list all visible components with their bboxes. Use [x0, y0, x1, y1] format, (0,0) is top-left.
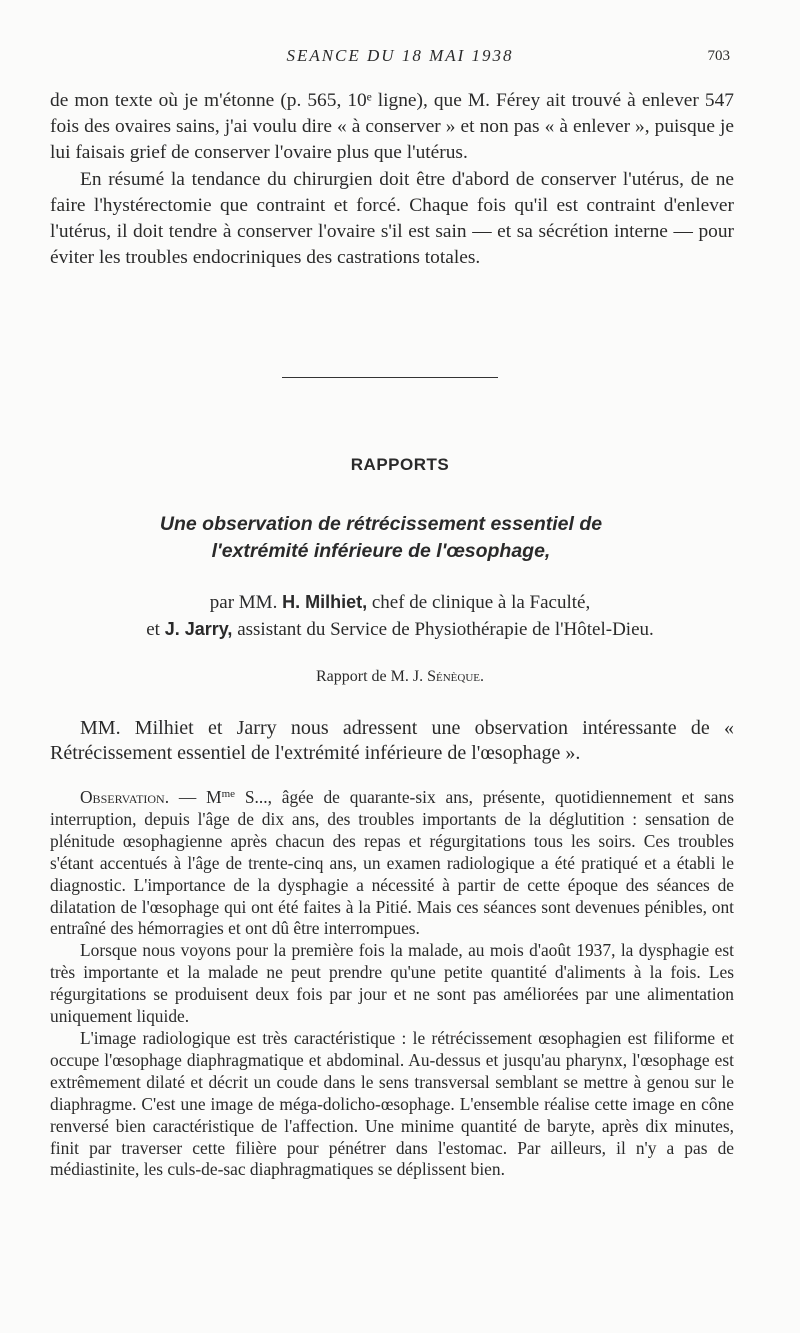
author-name-1: H. Milhiet, — [282, 592, 368, 612]
authors-join: et — [146, 619, 160, 640]
author-role-1: chef de clinique à la Faculté, — [371, 592, 591, 613]
section-divider — [282, 377, 498, 378]
article-title-line-2: l'extrémité inférieure de l'œsophage, — [211, 540, 551, 562]
article-body — [50, 716, 734, 1181]
page-number: 703 — [707, 48, 730, 64]
observation-dash: — M — [169, 787, 222, 807]
author-role-2: assistant du Service de Physiothérapie de l'Hôtel-Dieu. — [237, 619, 654, 640]
author-line-2 — [0, 616, 800, 643]
observation-label: Observation. — [80, 787, 170, 807]
rapport-attribution — [0, 668, 800, 686]
author-line-1 — [0, 589, 800, 616]
observation-text: S..., âgée de quarante-six ans, présente, quotidiennement et sans interruption, depuis l'âge de dix ans, des troubles importants de la déglutition : sensation de plénitude œsophagienne après chacun des repas et régurgitations tous les soirs. Ces troubles s'étant accentués à l'âge de trente-cinq ans, un examen radiologique a été pratiqué et a établi le diagnostic. L'importance de la dysphagie a nécessité à partir de cette époque des séances de dilatation de l'œsophage qui ont été faites à la Pitié. Mais ces séances sont devenues pénibles, ont entraîné des hémorragies et ont dû être interrompues. — [50, 787, 734, 939]
top-text — [50, 88, 734, 271]
rapport-name: Sénèque. — [427, 668, 484, 685]
observation-paragraph — [50, 787, 734, 940]
article-title — [0, 511, 762, 565]
paragraph-lorsque: Lorsque nous voyons pour la première fois la malade, au mois d'août 1937, la dysphagie est très importante et la malade ne peut prendre qu'une petite quantité d'aliments à la fois. Les régurgitations se produisent deux fois par jour et ne sont pas améliorées par une alimentation uniquement liquide. — [50, 940, 734, 1027]
observation-superscript: me — [221, 788, 236, 800]
running-title: SEANCE DU 18 MAI 1938 — [286, 46, 514, 65]
article-title-line-1: Une observation de rétrécissement essentiel de — [159, 513, 603, 535]
paragraph-summary: En résumé la tendance du chirurgien doit être d'abord de conserver l'utérus, de ne faire l'hystérectomie que contraint et forcé. Chaque fois qu'il est contraint d'enlever l'utérus, il doit tendre à conserver l'ovaire s'il est sain — et sa sécrétion interne — pour éviter les troubles endocriniques des castrations totales. — [50, 168, 734, 269]
running-header — [0, 46, 800, 70]
paragraph-continuation: de mon texte où je m'étonne (p. 565, 10ᵉ ligne), que M. Férey ait trouvé à enlever 547 fois des ovaires sains, j'ai voulu dire « à conserver » et non pas « à enlever », puisque je lui faisais grief de conserver l'ovaire plus que l'utérus. — [50, 90, 734, 164]
rapport-prefix: Rapport de M. J. — [316, 668, 424, 685]
section-heading: RAPPORTS — [350, 455, 450, 474]
intro-paragraph: MM. Milhiet et Jarry nous adressent une observation intéressante de « Rétrécissement essentiel de l'extrémité inférieure de l'œsophage ». — [50, 717, 734, 764]
article-authors — [0, 589, 800, 643]
author-name-2: J. Jarry, — [164, 619, 233, 639]
authors-prefix: par MM. — [209, 592, 278, 613]
paragraph-radiology: L'image radiologique est très caractéristique : le rétrécissement œsophagien est filiforme et occupe l'œsophage diaphragmatique et abdominal. Au-dessus et jusqu'au pharynx, l'œsophage est extrêmement dilaté et décrit un coude dans le sens transversal semblant se mettre à genou sur le diaphragme. C'est une image de méga-dolicho-œsophage. L'ensemble réalise cette image en cône renversé bien caractéristique de l'affection. Une minime quantité de baryte, après dix minutes, finit par traverser cette filière pour pénétrer dans l'estomac. Par ailleurs, il n'y a pas de médiastinite, les culs-de-sac diaphragmatiques se déplissent bien. — [50, 1027, 734, 1180]
